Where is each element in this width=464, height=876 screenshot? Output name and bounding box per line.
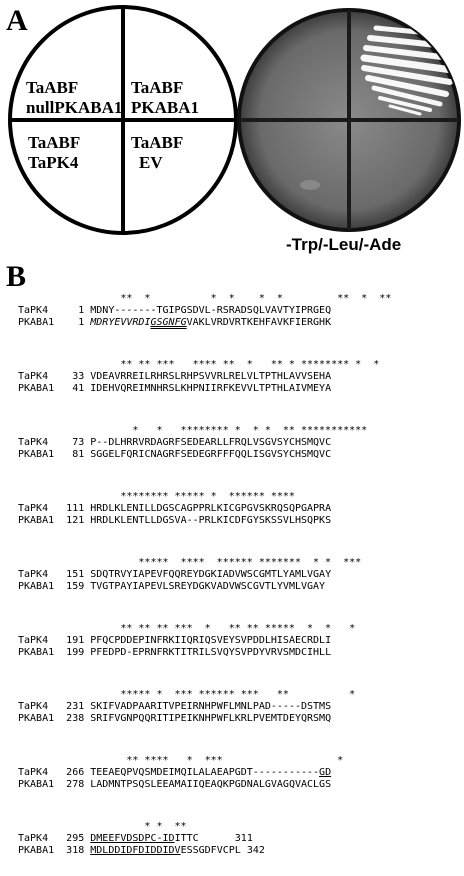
sequence-residues: IDEHVQREIMNHRSLKHPNIIRFKEVVLTPTHLAIVMEYA: [90, 383, 332, 394]
residue-number: 238: [60, 713, 91, 724]
sequence-row-tapk4: [18, 305, 391, 317]
conservation-stars: ***** **** ****** ******* * * ***: [18, 557, 362, 568]
sequence-row-tapk4: [18, 437, 367, 449]
sequence-name: PKABA1: [18, 581, 61, 592]
sequence-residues: PFEDPD-EPRNFRKTITRILSVQYSVPDYVRVSMDCIHLL: [90, 647, 332, 658]
sequence-residues: TEEAEQPVQSMDEIMQILALAEAPGDT-----------GD: [90, 767, 332, 778]
residue-number: 231: [60, 701, 91, 712]
sequence-name: TaPK4: [18, 437, 61, 448]
sequence-row-tapk4: [18, 371, 379, 383]
conservation-stars: * * ******** * * * ** ***********: [18, 425, 368, 436]
residue-number: 121: [60, 515, 91, 526]
conservation-stars: ** **** * *** *: [18, 755, 344, 766]
conservation-stars: ** * * * * * ** * **: [18, 293, 392, 304]
residue-number: 33: [60, 371, 91, 382]
sequence-row-pkaba1: [18, 713, 355, 725]
sequence-name: PKABA1: [18, 317, 61, 328]
residue-number: 199: [60, 647, 91, 658]
sequence-name: TaPK4: [18, 767, 61, 778]
quadrant-label: TaPK4: [28, 153, 79, 172]
quadrant-top-right: [131, 78, 199, 118]
conservation-stars: ** ** *** **** ** * ** * ******** * *: [18, 359, 380, 370]
sequence-row-tapk4: [18, 569, 361, 581]
alignment-block: [18, 623, 355, 659]
sequence-residues: HRDLKLENTLLDGSVA--PRLKICDFGYSKSSVLHSQPKS: [90, 515, 332, 526]
residue-end-number: 311: [198, 833, 253, 844]
sequence-residues: SKIFVADPAARITVPEIRNHPWFLMNLPAD-----DSTMS: [90, 701, 332, 712]
sequence-residues: VDEAVRREILRHRSLRHPSVVRLRELVLTPTHLAVVSEHA: [90, 371, 332, 382]
sequence-row-pkaba1: [18, 581, 361, 593]
sequence-row-pkaba1: [18, 647, 355, 659]
quadrant-top-left: [26, 78, 122, 118]
sequence-name: PKABA1: [18, 713, 61, 724]
sequence-name: PKABA1: [18, 647, 61, 658]
sequence-name: TaPK4: [18, 569, 61, 580]
sequence-residues: P--DLHRRVRDAGRFSEDEARLLFRQLVSGVSYCHSMQVC: [90, 437, 332, 448]
sequence-row-pkaba1: [18, 449, 367, 461]
residue-number: 159: [60, 581, 91, 592]
sequence-residues: SRIFVGNPQQRITIPEIKNHPWFLKRLPVEMTDEYQRSMQ: [90, 713, 332, 724]
sequence-residues: MDLDDIDFDIDDIDVESSGDFVCPL: [90, 845, 241, 856]
sequence-name: TaPK4: [18, 833, 61, 844]
quadrant-label: TaABF: [26, 78, 79, 97]
sequence-name: TaPK4: [18, 701, 61, 712]
sequence-row-pkaba1: [18, 779, 343, 791]
residue-number: 111: [60, 503, 91, 514]
sequence-residues: DMEEFVDSDPC-IDITTC: [90, 833, 199, 844]
sequence-row-pkaba1: [18, 845, 265, 857]
sequence-residues: PFQCPDDEPINFRKIIQRIQSVEYSVPDDLHISAECRDLI: [90, 635, 332, 646]
residue-number: 266: [60, 767, 91, 778]
sequence-row-tapk4: [18, 767, 343, 779]
residue-number: 295: [60, 833, 91, 844]
conservation-stars: ******** ***** * ****** ****: [18, 491, 295, 502]
alignment-block: [18, 293, 391, 329]
residue-end-number: 342: [240, 845, 265, 856]
residue-number: 41: [60, 383, 91, 394]
quadrant-bottom-left: [28, 133, 80, 173]
residue-number: 1: [60, 317, 91, 328]
quadrant-label: TaABF: [28, 133, 81, 152]
sequence-residues: TVGTPAYIAPEVLSREYDGKVADVWSCGVTLYVMLVGAY: [90, 581, 326, 592]
quadrant-bottom-right: [131, 133, 183, 173]
plate-schematic: [10, 7, 236, 233]
conservation-stars: ***** * *** ****** *** ** *: [18, 689, 356, 700]
alignment-block: [18, 425, 367, 461]
sequence-name: PKABA1: [18, 449, 61, 460]
sequence-name: TaPK4: [18, 305, 61, 316]
sequence-row-pkaba1: [18, 383, 379, 395]
sequence-row-tapk4: [18, 635, 355, 647]
sequence-residues: SGGELFQRICNAGRFSEDEGRFFFQQLISGVSYCHSMQVC: [90, 449, 332, 460]
plate-photo: [237, 8, 461, 232]
alignment-block: [18, 359, 379, 395]
sequence-row-pkaba1: [18, 515, 331, 527]
residue-number: 73: [60, 437, 91, 448]
quadrant-label: TaABF: [131, 78, 184, 97]
alignment-block: [18, 689, 355, 725]
conservation-stars: ** ** ** *** * ** ** ***** * * *: [18, 623, 356, 634]
sequence-residues: SDQTRVYIAPEVFQQREYDGKIADVWSCGMTLYAMLVGAY: [90, 569, 332, 580]
residue-number: 191: [60, 635, 91, 646]
sequence-row-tapk4: [18, 503, 331, 515]
alignment-block: [18, 821, 265, 857]
sequence-name: PKABA1: [18, 383, 61, 394]
panel-b-label: B: [6, 260, 27, 293]
plate-caption: -Trp/-Leu/-Ade: [286, 235, 402, 254]
residue-number: 1: [60, 305, 91, 316]
alignment-block: [18, 557, 361, 593]
panel-a-label: A: [6, 4, 28, 37]
sequence-name: TaPK4: [18, 371, 61, 382]
residue-number: 278: [60, 779, 91, 790]
quadrant-label: TaABF: [131, 133, 184, 152]
quadrant-label: EV: [139, 153, 163, 172]
sequence-row-tapk4: [18, 701, 355, 713]
alignment-block: [18, 491, 331, 527]
sequence-row-tapk4: [18, 833, 265, 845]
sequence-name: PKABA1: [18, 845, 61, 856]
sequence-residues: MDNY-------TGIPGSDVL-RSRADSQLVAVTYIPRGEQ: [90, 305, 332, 316]
sequence-residues: MDRYEVVRDIGSGNFGVAKLVRDVRTKEHFAVKFIERGHK: [90, 317, 332, 328]
residue-number: 318: [60, 845, 91, 856]
conservation-stars: * * **: [18, 821, 187, 832]
quadrant-label: PKABA1: [131, 98, 199, 117]
sequence-name: PKABA1: [18, 779, 61, 790]
quadrant-label: nullPKABA1: [26, 98, 123, 117]
yeast-two-hybrid-figure: [0, 0, 464, 260]
sequence-name: PKABA1: [18, 515, 61, 526]
sequence-name: TaPK4: [18, 503, 61, 514]
sequence-row-pkaba1: [18, 317, 391, 329]
residue-number: 81: [60, 449, 91, 460]
alignment-block: [18, 755, 343, 791]
sequence-name: TaPK4: [18, 635, 61, 646]
residue-number: 151: [60, 569, 91, 580]
sequence-residues: HRDLKLENILLDGSCAGPPRLKICGPGVSKRQSQPGAPRA: [90, 503, 332, 514]
sequence-residues: LADMNTPSQSLEEAMAIIQEAQKPGDNALGVAGQVACLGS: [90, 779, 332, 790]
